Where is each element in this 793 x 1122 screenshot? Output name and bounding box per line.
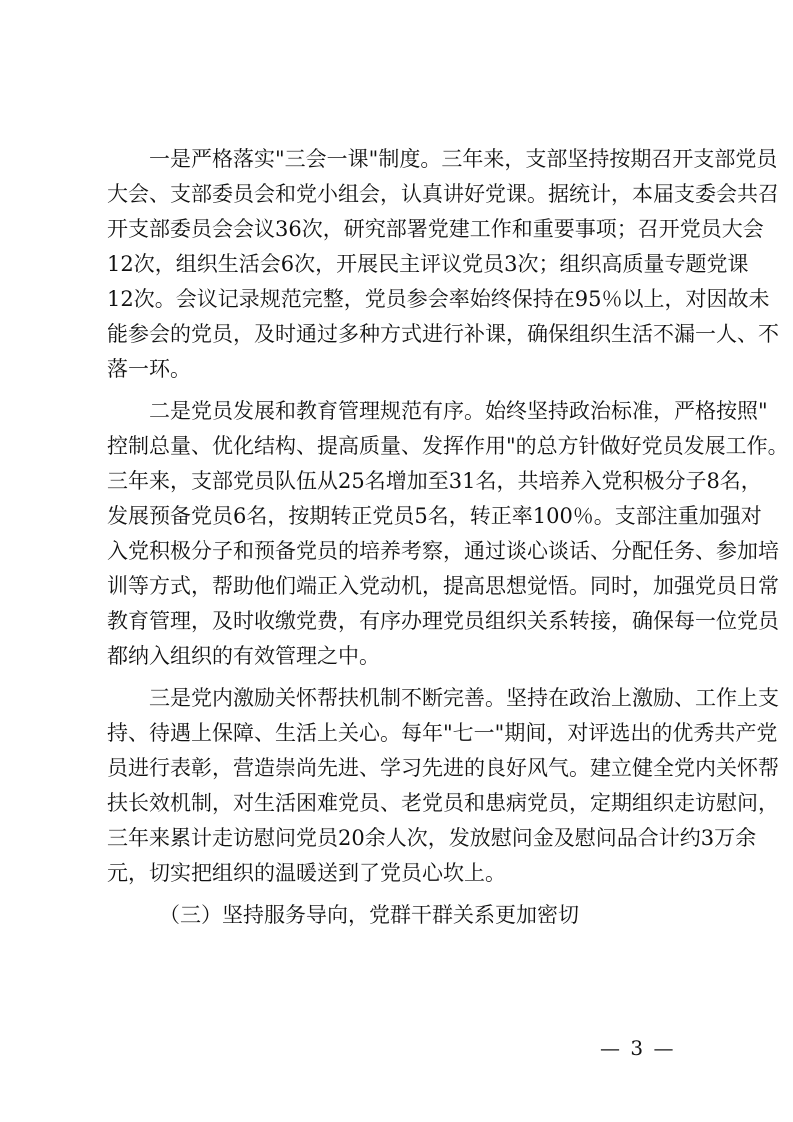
paragraph-care-mechanism (107, 681, 779, 891)
paragraph-member-development (107, 394, 789, 674)
text-line: 二是党员发展和教育管理规范有序。始终坚持政治标准，严格按照" (149, 399, 768, 423)
text-line: 12次，组织生活会6次，开展民主评议党员3次；组织高质量专题党课 (107, 252, 749, 276)
text-line: 都纳入组织的有效管理之中。 (107, 644, 380, 668)
text-line: 三年来累计走访慰问党员20余人次，发放慰问金及慰问品合计约3万余 (107, 826, 757, 850)
text-line: 发展预备党员6名，按期转正党员5名，转正率100％。支部注重加强对 (107, 504, 762, 528)
text-line: 三年来，支部党员队伍从25名增加至31名，共培养入党积极分子8名， (107, 469, 762, 493)
text-line: 能参会的党员，及时通过多种方式进行补课，确保组织生活不漏一人、不 (107, 322, 779, 346)
section-heading: （三）坚持服务导向，党群干群关系更加密切 (159, 903, 579, 927)
page-number: — 3 — (600, 1036, 676, 1060)
text-line: 12次。会议记录规范完整，党员参会率始终保持在95％以上，对因故未 (107, 287, 770, 311)
text-line: 扶长效机制，对生活困难党员、老党员和患病党员，定期组织走访慰问， (107, 791, 779, 815)
text-line: 三是党内激励关怀帮扶机制不断完善。坚持在政治上激励、工作上支 (149, 686, 779, 710)
text-line: 教育管理，及时收缴党费，有序办理党员组织关系转接，确保每一位党员 (107, 609, 779, 633)
text-line: 持、待遇上保障、生活上关心。每年"七一"期间，对评选出的优秀共产党 (107, 721, 778, 745)
text-line: 入党积极分子和预备党员的培养考察，通过谈心谈话、分配任务、参加培 (107, 539, 779, 563)
paragraph-meetings (107, 142, 779, 387)
document-body (107, 142, 789, 933)
text-line: 大会、支部委员会和党小组会，认真讲好党课。据统计，本届支委会共召 (107, 182, 779, 206)
text-line: 开支部委员会会议36次，研究部署党建工作和重要事项；召开党员大会 (107, 217, 764, 241)
text-line: 元，切实把组织的温暖送到了党员心坎上。 (107, 861, 506, 885)
text-line: 落一环。 (107, 357, 191, 381)
text-line: 一是严格落实"三会一课"制度。三年来，支部坚持按期召开支部党员 (149, 147, 778, 171)
text-line: 员进行表彰，营造崇尚先进、学习先进的良好风气。建立健全党内关怀帮 (107, 756, 779, 780)
text-line: 训等方式，帮助他们端正入党动机，提高思想觉悟。同时，加强党员日常 (107, 574, 779, 598)
text-line: 控制总量、优化结构、提高质量、发挥作用"的总方针做好党员发展工作。 (107, 434, 789, 458)
